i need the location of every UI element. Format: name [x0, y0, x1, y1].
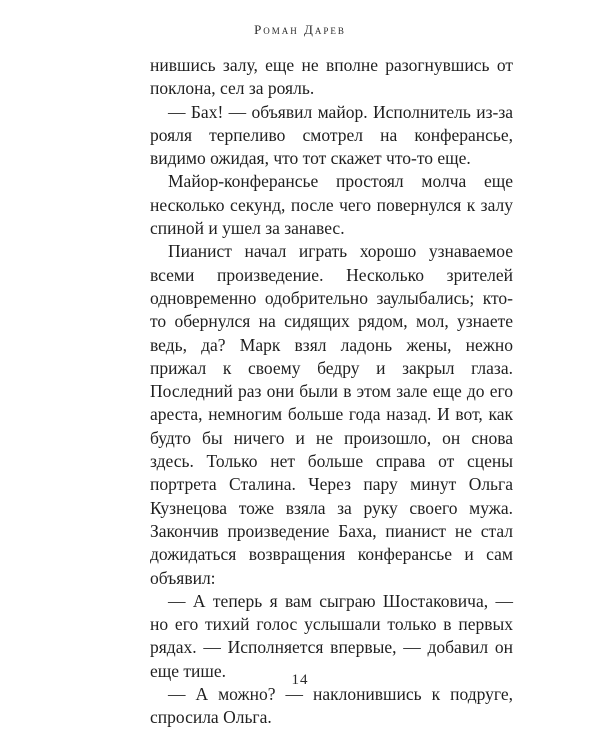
paragraph: Майор-конферансье простоял молча еще несколько секунд, после чего повернулся к залу спиной и ушел за занавес. — [150, 171, 513, 239]
paragraph: Пианист начал играть хорошо узнаваемое всеми произведение. Несколько зрителей одновременно одобрительно заулыбались; кто-то обернулся на сидящих рядом, мол, узнаете ведь, да? Марк взял ладонь жены, нежно прижал к своему бедру и закрыл глаза. Последний раз они были в этом зале еще до его ареста, немногим больше года назад. И вот, как будто бы ничего и не произошло, он снова здесь. Только нет больше справа от сцены портрета Сталина. Через пару минут Ольга Кузнецова тоже взяла за руку своего мужа. Закончив произведение Баха, пианист не стал дожидаться возвращения конферансье и сам объявил: — [150, 241, 513, 588]
paragraph: — Бах! — объявил майор. Исполнитель из-за рояля терпеливо смотрел на конферансье, видимо ожидая, что тот скажет что-то еще. — [150, 101, 513, 169]
paragraph: — А теперь я вам сыграю Шостаковича, — но его тихий голос услышали только в первых рядах. — Исполняется впервые, — добавил он еще тише. — [150, 590, 513, 681]
running-header: Роман Дарев — [254, 22, 346, 37]
paragraph: — А можно? — наклонившись к подруге, спросила Ольга. — [150, 684, 513, 728]
page-number: 14 — [291, 672, 309, 688]
paragraph: нившись залу, еще не вполне разогнувшись от поклона, сел за рояль. — [150, 55, 513, 99]
body-text — [150, 54, 513, 730]
